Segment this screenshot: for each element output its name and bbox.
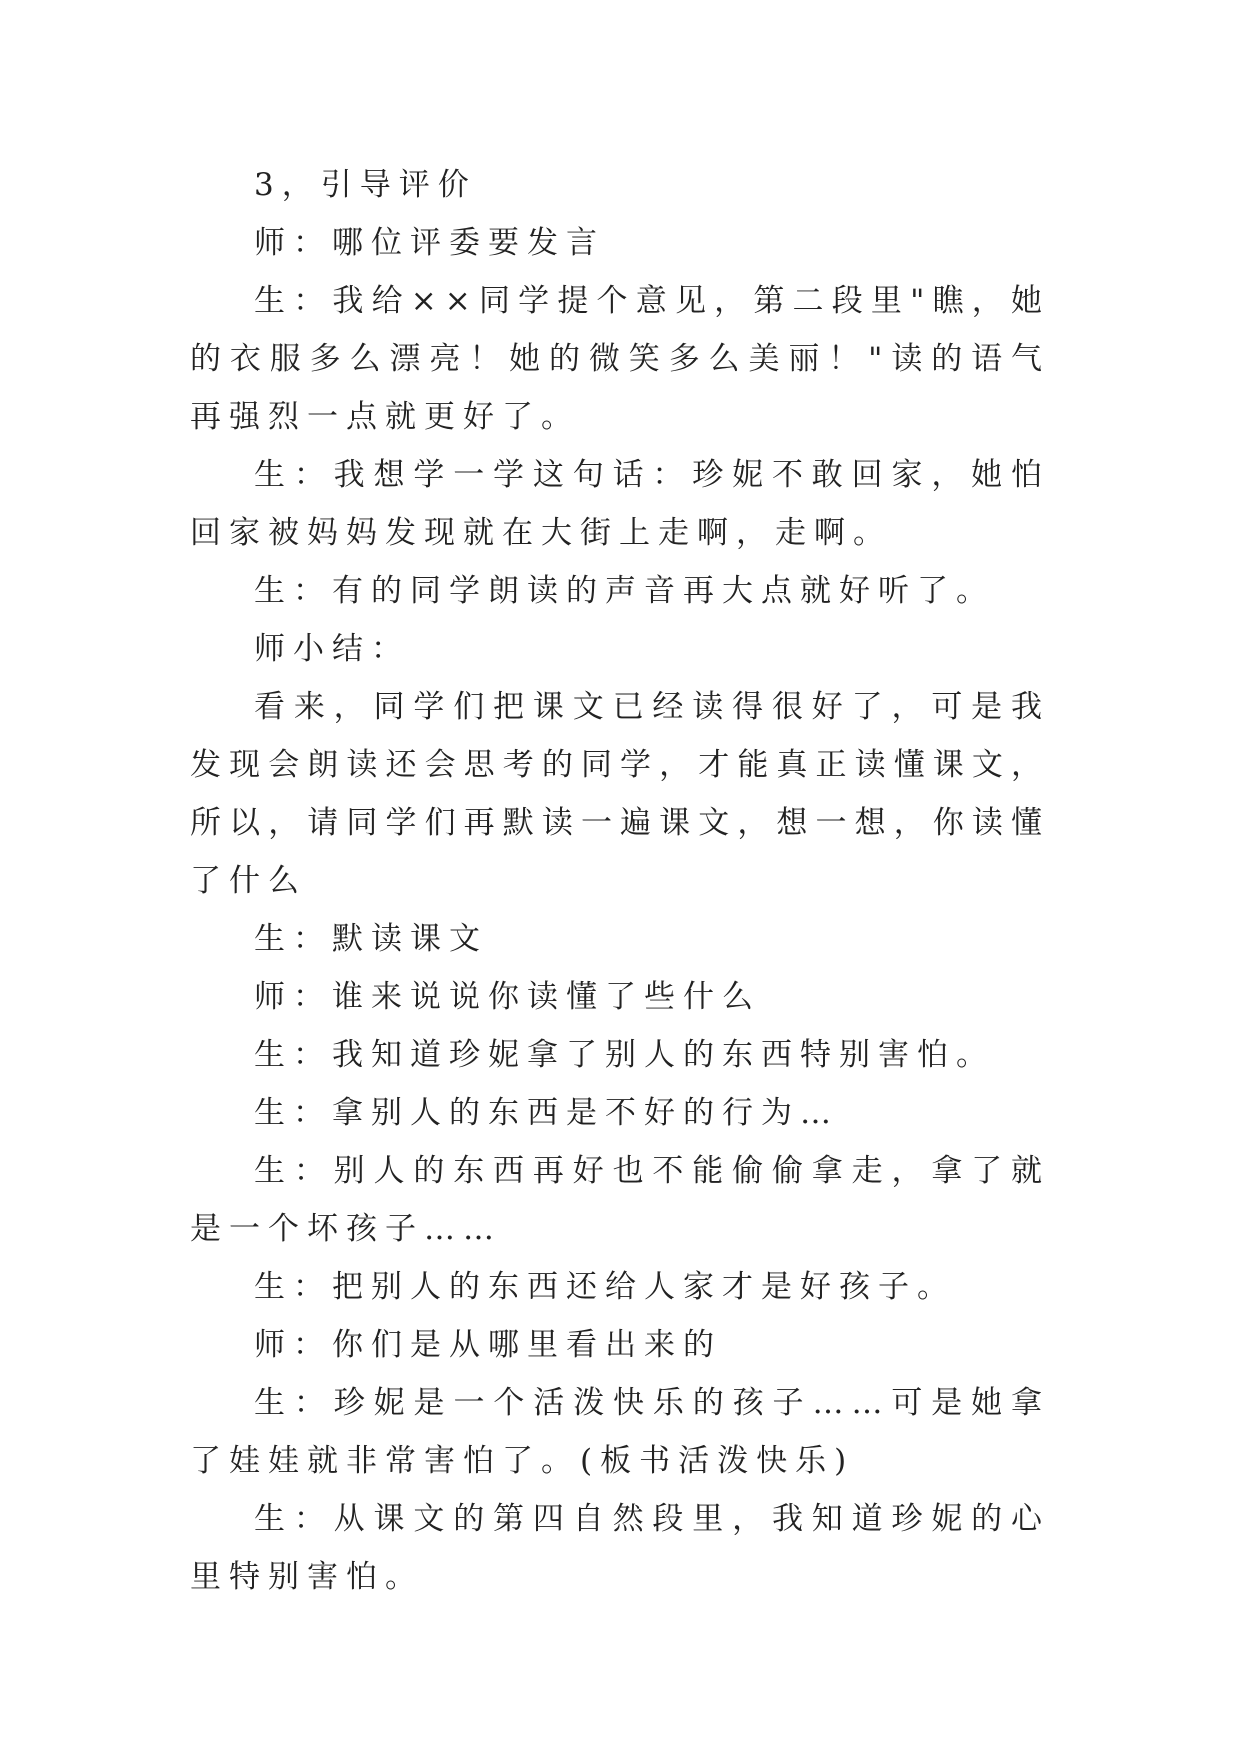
- dialogue-line: 师小结：: [254, 631, 410, 667]
- dialogue-line: 生：默读课文: [254, 921, 488, 957]
- dialogue-line: 师：你们是从哪里看出来的: [254, 1327, 722, 1363]
- dialogue-line: 生：我想学一学这句话：珍妮不敢回家，她怕回家被妈妈发现就在大街上走啊，走啊。: [190, 457, 1050, 551]
- summary-paragraph: 看来，同学们把课文已经读得很好了，可是我发现会朗读还会思考的同学，才能真正读懂课文，所以，请同学们再默读一遍课文，想一想，你读懂了什么: [190, 689, 1050, 899]
- dialogue-line: 生：别人的东西再好也不能偷偷拿走，拿了就是一个坏孩子……: [190, 1153, 1050, 1247]
- dialogue-line: 师：哪位评委要发言: [254, 225, 605, 261]
- section-heading: 3，引导评价: [254, 167, 477, 203]
- dialogue-line: 生：从课文的第四自然段里，我知道珍妮的心里特别害怕。: [190, 1501, 1050, 1595]
- dialogue-line: 生：有的同学朗读的声音再大点就好听了。: [254, 573, 995, 609]
- dialogue-line: 生：拿别人的东西是不好的行为…: [254, 1095, 839, 1131]
- dialogue-line: 生：我知道珍妮拿了别人的东西特别害怕。: [254, 1037, 995, 1073]
- dialogue-line: 生：我给××同学提个意见，第二段里"瞧，她的衣服多么漂亮！她的微笑多么美丽！"读的语气再强烈一点就更好了。: [190, 283, 1050, 435]
- dialogue-line: 生：珍妮是一个活泼快乐的孩子……可是她拿了娃娃就非常害怕了。(板书活泼快乐): [190, 1385, 1050, 1479]
- dialogue-line: 生：把别人的东西还给人家才是好孩子。: [254, 1269, 956, 1305]
- dialogue-line: 师：谁来说说你读懂了些什么: [254, 979, 761, 1015]
- document-body: [190, 156, 1050, 1606]
